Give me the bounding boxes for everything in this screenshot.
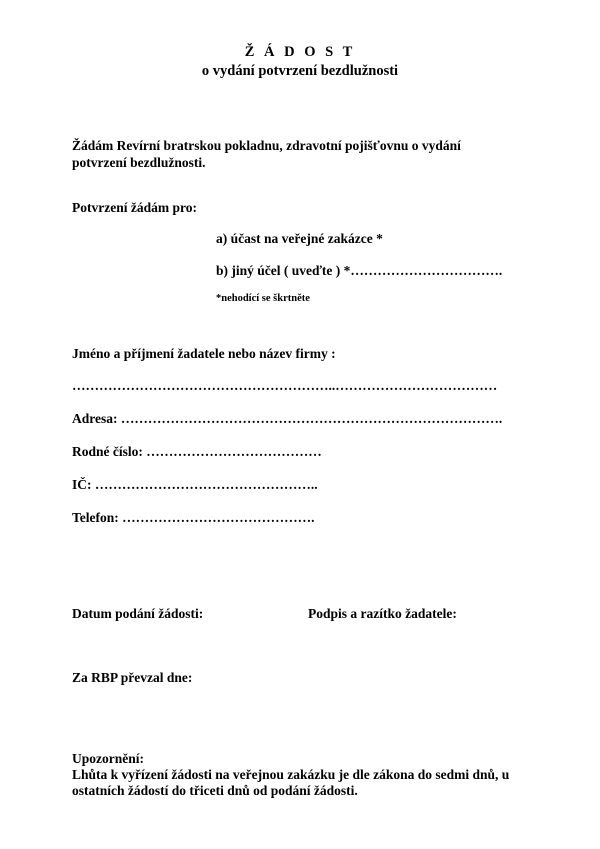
phone-field: Telefon: ……………………………………. (72, 510, 315, 525)
signature-stamp-label: Podpis a razítko žadatele: (308, 606, 457, 621)
purpose-label: Potvrzení žádám pro: (72, 200, 197, 215)
document-title: Ž Á D O S T (244, 44, 356, 60)
document-subtitle: o vydání potvrzení bezdlužnosti (201, 63, 399, 79)
notice-line-2: ostatních žádostí do třiceti dnů od podání žádosti. (72, 783, 358, 798)
ic-field: IČ: ………………………………………….. (72, 477, 318, 492)
applicant-name-label: Jméno a příjmení žadatele nebo název firmy : (72, 346, 336, 361)
purpose-option-b: b) jiný účel ( uveďte ) *……………………………. (216, 263, 503, 278)
purpose-option-a: a) účast na veřejné zakázce * (216, 231, 383, 246)
notice-heading: Upozornění: (72, 751, 144, 766)
submission-date-label: Datum podání žádosti: (72, 606, 204, 621)
purpose-footnote: *nehodící se škrtněte (216, 293, 310, 304)
address-field: Adresa: …………………………………………………………………………. (72, 411, 503, 426)
applicant-name-field: …………………………………………………..……………………………… (72, 378, 498, 393)
intro-text-line-2: potvrzení bezdlužnosti. (72, 155, 206, 170)
notice-line-1: Lhůta k vyřízení žádosti na veřejnou zakázku je dle zákona do sedmi dnů, u (72, 767, 510, 782)
birth-number-field: Rodné číslo: ………………………………… (72, 444, 322, 459)
intro-text-line-1: Žádám Revírní bratrskou pokladnu, zdravotní pojišťovnu o vydání (72, 138, 461, 153)
received-by-label: Za RBP převzal dne: (72, 670, 193, 685)
